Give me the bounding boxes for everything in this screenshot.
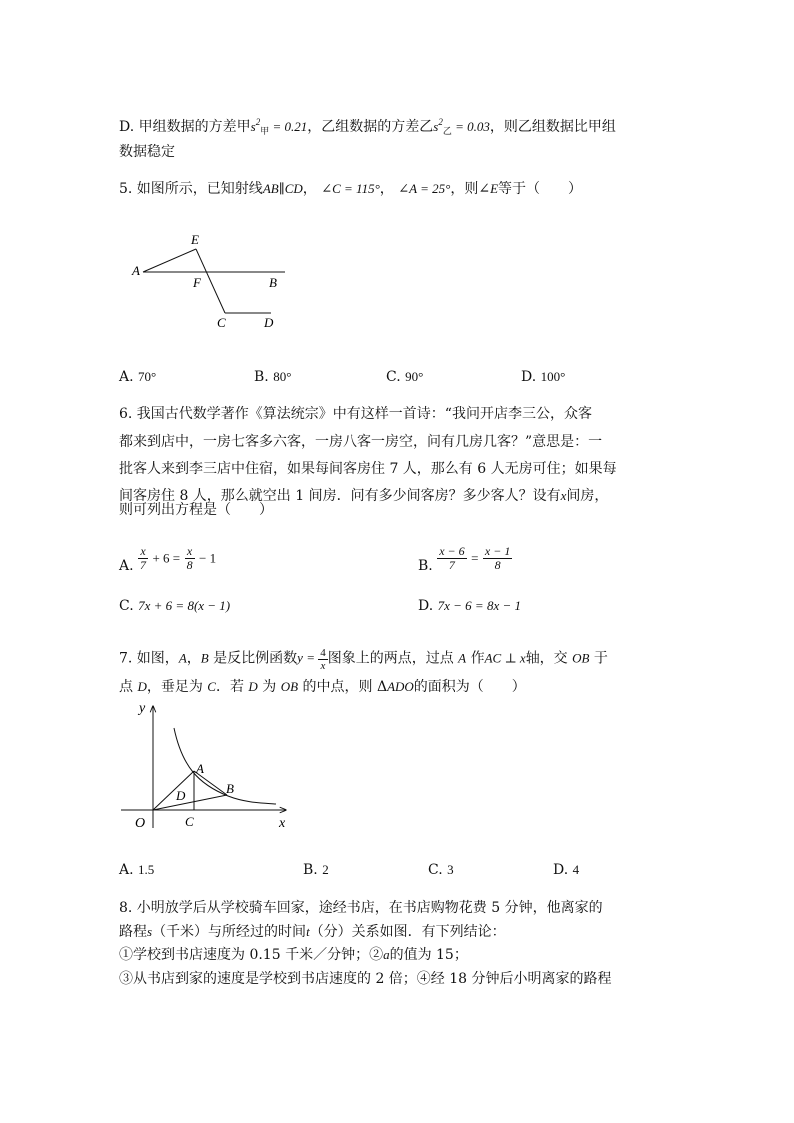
q6-line4: 间客房住 8 人，那么就空出 1 间房．问有多少间客房？多少客人？设有x间房， bbox=[119, 488, 609, 504]
q5-segment-ae bbox=[143, 249, 196, 272]
q7-figure bbox=[118, 700, 298, 835]
q7-label-c: C bbox=[185, 814, 194, 829]
q7-label-d: D bbox=[176, 788, 186, 803]
q7-label-y: y bbox=[139, 701, 146, 716]
q5-option-b[interactable]: B. 80° bbox=[254, 369, 292, 385]
q5-label-a: A bbox=[132, 263, 140, 278]
q7-hyperbola bbox=[174, 728, 276, 804]
q5-stem: 5. 如图所示，已知射线AB∥CD， ∠C = 115°， ∠A = 25°，则∠E等于（ ） bbox=[119, 181, 583, 197]
q6-line2: 都来到店中，一房七客多六客，一房八客一房空，问有几房几客？”意思是：一 bbox=[119, 434, 603, 450]
q5-angle-a: ∠A = 25° bbox=[398, 181, 451, 196]
q5-option-a[interactable]: A. 70° bbox=[119, 369, 157, 385]
q7-label-a: A bbox=[196, 761, 204, 776]
q7-option-a[interactable]: A. 1.5 bbox=[119, 862, 155, 878]
q8-line3: ①学校到书店速度为 0.15 千米／分钟；②a的值为 15； bbox=[119, 947, 468, 963]
q6-option-c[interactable]: C. 7x + 6 = 8(x − 1) bbox=[119, 598, 231, 614]
q5-angle-c: ∠C = 115° bbox=[321, 181, 380, 196]
q4-s2-jia: $s^2_甲 = 0.21$ bbox=[250, 117, 308, 136]
q7-line2: 点 D，垂足为 C．若 D 为 OB 的中点，则 ΔADO的面积为（ ） bbox=[119, 679, 526, 695]
q5-option-c[interactable]: C. 90° bbox=[386, 369, 424, 385]
q4-optd-text-a: D. 甲组数据的方差甲 bbox=[119, 119, 251, 135]
q8-line1: 8. 小明放学后从学校骑车回家，途经书店，在书店购物花费 5 分钟，他离家的 bbox=[119, 900, 603, 916]
q6-line5: 则可列出方程是（ ） bbox=[119, 502, 273, 518]
q6-option-a[interactable]: A. $\frac{x}{7}$ + 6 = $\frac{x}{8}$ − 1 bbox=[119, 544, 217, 574]
q5-label-f: F bbox=[193, 275, 201, 290]
q6-option-d[interactable]: D. 7x − 6 = 8x − 1 bbox=[418, 598, 521, 614]
q4-option-d-line2: 数据稳定 bbox=[119, 144, 175, 160]
q7-segment-ob bbox=[153, 795, 227, 810]
q5-figure bbox=[125, 228, 295, 338]
q6-line3: 批客人来到李三店中住宿，如果每间客房住 7 人，那么有 6 人无房可住；如果每 bbox=[119, 461, 617, 477]
q7-line1: 7. 如图，A，B 是反比例函数y = $\frac{4}{x}$ 图象上的两点，过点 A 作AC ⊥ x轴，交 OB 于 bbox=[119, 647, 608, 672]
q5-label-d: D bbox=[264, 315, 274, 330]
q7-option-d[interactable]: D. 4 bbox=[553, 862, 580, 878]
q7-function: y = $\frac{4}{x}$ bbox=[297, 647, 326, 672]
q5-label-b: B bbox=[269, 275, 277, 290]
q4-option-d-line1 bbox=[119, 112, 616, 141]
q5-ab-parallel-cd: AB∥CD bbox=[262, 181, 303, 196]
q6-line1: 6. 我国古代数学著作《算法统宗》中有这样一首诗：“我问开店李三公，众客 bbox=[119, 406, 592, 422]
q7-label-x: x bbox=[279, 816, 286, 831]
q8-line2: 路程s（千米）与所经过的时间t（分）关系如图．有下列结论： bbox=[119, 924, 506, 940]
q8-line4: ③从书店到家的速度是学校到书店速度的 2 倍；④经 18 分钟后小明离家的路程 bbox=[119, 971, 612, 987]
q5-option-d[interactable]: D. 100° bbox=[521, 369, 566, 385]
q4-optd-text-c: ，则乙组数据比甲组 bbox=[489, 119, 616, 135]
q5-label-c: C bbox=[217, 315, 226, 330]
q7-segment-oa bbox=[153, 771, 194, 810]
q7-label-b: B bbox=[226, 781, 234, 796]
q7-option-b[interactable]: B. 2 bbox=[303, 862, 329, 878]
q7-option-c[interactable]: C. 3 bbox=[428, 862, 454, 878]
q6-option-b[interactable]: B. $\frac{x - 6}{7}$ = $\frac{x - 1}{8}$ bbox=[418, 544, 511, 574]
q5-label-e: E bbox=[191, 232, 199, 247]
q7-label-o: O bbox=[135, 816, 146, 831]
q4-optd-text-b: ，乙组数据的方差乙 bbox=[307, 119, 434, 135]
q4-s2-yi: $s^2_乙 = 0.03$ bbox=[433, 117, 490, 136]
